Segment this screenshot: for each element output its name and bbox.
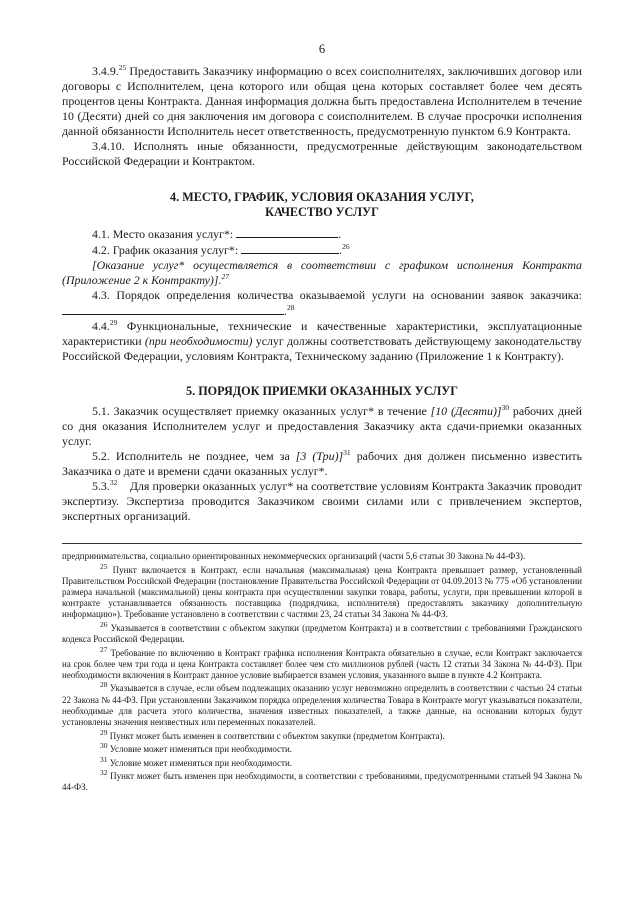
footnote-text: Условие может изменяться при необходимости.: [107, 744, 293, 755]
clause-3-4-9: [62, 64, 582, 139]
clause-5-3: [62, 478, 585, 524]
footnote-25: [62, 561, 582, 621]
clause-text: 4.2. График оказания услуг*:: [92, 243, 239, 257]
footnote-27: [62, 644, 582, 682]
clause-italic: [10 (Десяти)]: [430, 404, 502, 418]
clause-5-2: [62, 449, 582, 479]
footnote-number: 27: [100, 644, 108, 654]
footnote-separator: [62, 543, 582, 544]
clause-end: .: [284, 304, 287, 318]
footnotes: [62, 551, 582, 796]
clause-end: .: [339, 243, 343, 257]
blank-field[interactable]: [241, 242, 339, 254]
page-number: 6: [318, 42, 326, 56]
clause-text: 5.1. Заказчик осуществляет приемку оказанных услуг* в течение: [92, 404, 431, 418]
clause-end: .: [338, 227, 342, 241]
footnote-26: [62, 619, 582, 645]
footnote-ref-31[interactable]: 31: [343, 448, 351, 458]
footnote-28: [62, 680, 582, 728]
footnote-ref-25[interactable]: 25: [118, 63, 127, 73]
footnote-number: 30: [100, 741, 108, 751]
clause-text: 5.2. Исполнитель не позднее, чем за: [92, 449, 296, 463]
footnote-text: Требование по включению в Контракт графика исполнения Контракта обязательно в случае, если Контракт заключается на срок более чем три года и цена Контракта составляет более чем сто миллионов рублей (часть 12 статьи 34 Закона № 44-ФЗ). При необходимости включения в Контракт данное условие выбирается взамен условия, указанного выше в пункте 4.2 Контракта.: [62, 647, 582, 680]
footnote-number: 32: [100, 768, 108, 778]
footnote-30: [62, 741, 582, 755]
footnote-number: 26: [100, 619, 108, 629]
footnote-ref-28[interactable]: 28: [286, 303, 295, 313]
clause-number: 5.3.: [92, 479, 110, 493]
footnote-text: Указывается в случае, если объем подлежащих оказанию услуг невозможно определить в соответствии с частью 24 статьи 22 Закона № 44-ФЗ. При установлении Заказчиком порядка определения количества Товара в Контракте могут указываться показатели, необходимые для расчета этого количества, значения известных показателей, а также данные, на основании которых будут установлены значения неизвестных или переменных показателей.: [62, 683, 582, 728]
footnote-32: [62, 768, 582, 793]
footnote-text: Пункт может быть изменен при необходимости, в соответствии с требованиями, предусмотренными статьей 94 Закона № 44-ФЗ.: [62, 771, 582, 793]
clause-text-end: услуг должны соответствовать действующему законодательству Российской Федерации, условиям Контракта, Техническому заданию (Приложение 1 к Контракту).: [62, 334, 582, 363]
blank-field[interactable]: [62, 303, 284, 315]
clause-text-end: рабочих дней со дня оказания Исполнителем услуг и предоставления Заказчику акта сдачи-приемки оказанных услуг.: [62, 404, 582, 448]
footnote-text: Пункт может быть изменен в соответствии с объектом закупки (предметом Контракта).: [107, 730, 445, 741]
footnote-number: 25: [100, 561, 108, 571]
footnote-number: 29: [100, 727, 108, 737]
footnote-text: Указывается в соответствии с объектом закупки (предметом Контракта) и в соответствии с требованиями Гражданского кодекса Российской Федерации.: [62, 622, 582, 645]
section-4-title-line1: 4. МЕСТО, ГРАФИК, УСЛОВИЯ ОКАЗАНИЯ УСЛУГ,: [170, 190, 474, 204]
clause-text: [Оказание услуг* осуществляется в соответствии с графиком исполнения Контракта (Приложение 2 к Контракту)].: [62, 258, 582, 287]
clause-text: 4.1. Место оказания услуг*:: [92, 227, 234, 241]
clause-4-3: [62, 288, 582, 319]
footnote-ref-26[interactable]: 26: [342, 242, 350, 252]
blank-field[interactable]: [236, 226, 338, 238]
footnote-ref-30[interactable]: 30: [501, 403, 510, 413]
main-text: [62, 63, 585, 524]
footnote-ref-32[interactable]: 32: [109, 478, 118, 488]
clause-italic: [3 (Три)]: [295, 449, 344, 463]
footnote-31: [62, 754, 582, 769]
clause-italic: (при необходимости): [144, 334, 253, 348]
clause-5-1: [62, 404, 582, 449]
footnote-number: 28: [100, 680, 108, 690]
clause-text-end: рабочих дня должен письменно известить Заказчика о дате и времени сдачи оказанных услуг*.: [62, 449, 583, 478]
clause-text: Функциональные, технические и качественные характеристики, эксплуатационные характеристики: [62, 319, 582, 348]
footnote-29: [62, 727, 582, 742]
footnote-text: Условие может изменяться при необходимости.: [107, 757, 293, 768]
footnote-continued: предпринимательства, социально ориентированных некоммерческих организаций (части 5,6 статьи 30 Закона № 44-ФЗ).: [62, 551, 526, 561]
clause-text: Предоставить Заказчику информацию о всех соисполнителях, заключивших договор или договоры с Исполнителем, цена которого или общая цена которых составляет более чем десять процентов цены Контракта. Данная информация должна быть предоставлена Исполнителем в течение 10 (Десяти) дней со дня заключения им договора с соисполнителем. В случае просрочки исполнения данной обязанности Исполнитель несет ответственность, предусмотренную пунктом 6.9 Контракта.: [62, 64, 582, 138]
clause-4-1: [62, 226, 582, 242]
section-4-title-line2: КАЧЕСТВО УСЛУГ: [265, 205, 379, 219]
section-5-title: 5. ПОРЯДОК ПРИЕМКИ ОКАЗАННЫХ УСЛУГ: [186, 384, 458, 398]
clause-4-2-alternative: [62, 258, 582, 288]
footnote-number: 31: [100, 754, 108, 764]
footnote-ref-27[interactable]: 27: [221, 272, 229, 282]
footnote-ref-29[interactable]: 29: [109, 318, 118, 328]
clause-text: Для проверки оказанных услуг* на соответствие условиям Контракта Заказчик проводит экспертизу. Экспертиза проводится Заказчиком своими силами или с привлечением экспертов, экспертных организаций.: [62, 479, 585, 523]
clause-text: 4.3. Порядок определения количества оказываемой услуги на основании заявок заказчика:: [92, 288, 582, 302]
clause-3-4-10: 3.4.10. Исполнять иные обязанности, предусмотренные действующим законодательством Российской Федерации и Контрактом.: [62, 139, 582, 168]
clause-number: 4.4.: [92, 319, 110, 333]
footnote-text: Пункт включается в Контракт, если начальная (максимальная) цена Контракта превышает размер, установленный Правительством Российской Федерации (постановление Правительства Российской Федерации от 04.09.2013 № 775 «Об установлении размера начальной (максимальной) цены контракта при осуществлении закупки товара, работы, услуги, при превышении которой в контракте устанавливается обязанность поставщика (подрядчика, исполнителя) предоставлять заказчику дополнительную информацию»). Требование установлено в соответствии с частями 23, 24 статьи 34 Закона № 44-ФЗ.: [62, 564, 582, 620]
clause-number: 3.4.9.: [92, 64, 119, 78]
clause-4-2: [62, 242, 582, 258]
clause-4-4: [62, 319, 582, 364]
